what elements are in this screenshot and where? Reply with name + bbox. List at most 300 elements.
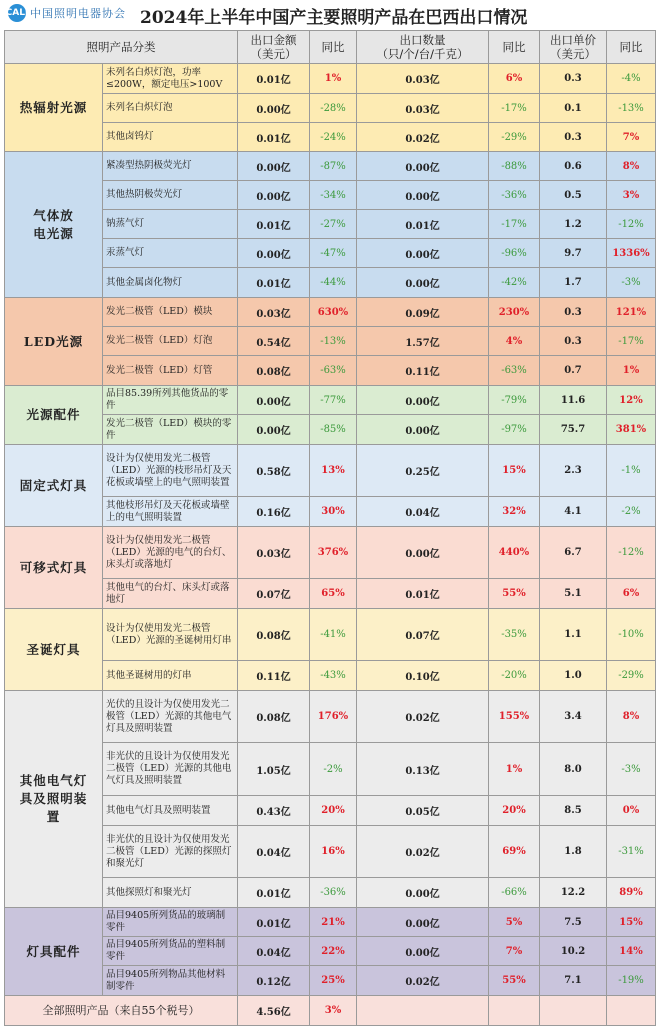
qty-yoy-text: -97% bbox=[501, 424, 527, 435]
table-row bbox=[5, 94, 656, 123]
qty-yoy bbox=[489, 796, 540, 826]
table-row bbox=[5, 356, 656, 386]
table-row bbox=[5, 661, 656, 691]
qty-yoy-text: -35% bbox=[501, 629, 527, 640]
unit-price: 1.2 bbox=[540, 210, 607, 239]
table-row bbox=[5, 64, 656, 94]
qty-yoy-text: 155% bbox=[498, 711, 530, 722]
price-yoy bbox=[607, 796, 656, 826]
price-yoy bbox=[607, 298, 656, 327]
price-yoy bbox=[607, 691, 656, 743]
export-qty: 0.25亿 bbox=[357, 445, 489, 497]
header-unit-price bbox=[540, 31, 607, 64]
export-qty: 0.00亿 bbox=[357, 415, 489, 445]
category-cell bbox=[5, 445, 103, 527]
export-value: 1.05亿 bbox=[238, 743, 310, 796]
export-value: 0.00亿 bbox=[238, 386, 310, 415]
table-row bbox=[5, 743, 656, 796]
qty-yoy-text: -29% bbox=[501, 131, 527, 143]
category-label: 灯具配件 bbox=[26, 943, 81, 959]
unit-price: 0.3 bbox=[540, 327, 607, 356]
price-yoy bbox=[607, 445, 656, 497]
value-yoy-text: 176% bbox=[317, 711, 349, 722]
value-yoy-text: -63% bbox=[320, 365, 346, 376]
price-yoy-text: 8% bbox=[622, 711, 640, 722]
qty-yoy bbox=[489, 826, 540, 878]
value-yoy bbox=[310, 327, 357, 356]
qty-yoy-text: -96% bbox=[501, 247, 527, 259]
export-value: 0.08亿 bbox=[238, 609, 310, 661]
price-yoy-text: -17% bbox=[618, 335, 644, 347]
price-yoy bbox=[607, 152, 656, 181]
unit-price: 0.5 bbox=[540, 181, 607, 210]
empty-cell bbox=[489, 996, 540, 1026]
product-name: 其他热阴极荧光灯 bbox=[103, 181, 238, 210]
export-qty: 1.57亿 bbox=[357, 327, 489, 356]
header bbox=[0, 0, 660, 28]
qty-yoy bbox=[489, 966, 540, 996]
qty-yoy bbox=[489, 94, 540, 123]
table-row bbox=[5, 239, 656, 268]
value-yoy-text: -36% bbox=[320, 887, 346, 898]
category-cell bbox=[5, 527, 103, 609]
product-name: 发光二极管（LED）模块的零件 bbox=[103, 415, 238, 445]
price-yoy bbox=[607, 609, 656, 661]
product-name: 发光二极管（LED）灯管 bbox=[103, 356, 238, 386]
category-label: 圣诞灯具 bbox=[26, 641, 81, 657]
unit-price: 3.4 bbox=[540, 691, 607, 743]
qty-yoy-text: 4% bbox=[505, 335, 523, 347]
product-name: 其他金属卤化物灯 bbox=[103, 268, 238, 298]
export-value: 0.04亿 bbox=[238, 826, 310, 878]
qty-yoy-text: -66% bbox=[501, 887, 527, 898]
value-yoy-text: 25% bbox=[321, 975, 345, 986]
table-row bbox=[5, 210, 656, 239]
unit-price: 5.1 bbox=[540, 579, 607, 609]
price-yoy-text: 14% bbox=[619, 945, 643, 957]
product-name: 其他电气的台灯、床头灯或落地灯 bbox=[103, 579, 238, 609]
product-name: 品目9405所列货品的塑料制零件 bbox=[103, 937, 238, 966]
export-qty: 0.00亿 bbox=[357, 908, 489, 937]
price-yoy bbox=[607, 94, 656, 123]
export-qty: 0.11亿 bbox=[357, 356, 489, 386]
category-label: 热辐射光源 bbox=[19, 99, 88, 115]
value-yoy-text: -47% bbox=[320, 247, 346, 259]
price-yoy-text: -3% bbox=[621, 277, 641, 288]
value-yoy bbox=[310, 298, 357, 327]
logo-text: 中国照明电器协会 bbox=[30, 7, 126, 20]
value-yoy bbox=[310, 268, 357, 298]
export-value: 0.01亿 bbox=[238, 908, 310, 937]
qty-yoy-text: 1% bbox=[505, 763, 523, 775]
unit-price: 0.3 bbox=[540, 64, 607, 94]
unit-price: 7.1 bbox=[540, 966, 607, 996]
price-yoy bbox=[607, 661, 656, 691]
value-yoy-text: -13% bbox=[320, 335, 346, 347]
unit-price: 7.5 bbox=[540, 908, 607, 937]
export-qty: 0.02亿 bbox=[357, 123, 489, 152]
value-yoy-text: -41% bbox=[320, 629, 346, 640]
price-yoy bbox=[607, 937, 656, 966]
price-yoy-text: -2% bbox=[621, 506, 641, 517]
value-yoy-text: -44% bbox=[320, 277, 346, 288]
export-qty: 0.07亿 bbox=[357, 609, 489, 661]
export-value: 0.43亿 bbox=[238, 796, 310, 826]
product-name: 设计为仅使用发光二极管（LED）光源的电气的台灯、床头灯或落地灯 bbox=[103, 527, 238, 579]
export-qty: 0.01亿 bbox=[357, 210, 489, 239]
value-yoy-text: 65% bbox=[321, 588, 345, 599]
product-name: 品目9405所列货品的玻璃制零件 bbox=[103, 908, 238, 937]
unit-price: 1.0 bbox=[540, 661, 607, 691]
product-name: 非光伏的且设计为仅使用发光二极管（LED）光源的其他电气灯具及照明装置 bbox=[103, 743, 238, 796]
qty-yoy bbox=[489, 609, 540, 661]
product-name: 未列名白炽灯泡，功率≤200W，额定电压>100V bbox=[103, 64, 238, 94]
price-yoy-text: 8% bbox=[622, 160, 640, 172]
qty-yoy bbox=[489, 386, 540, 415]
value-yoy bbox=[310, 966, 357, 996]
unit-price: 8.5 bbox=[540, 796, 607, 826]
value-yoy-text: 13% bbox=[321, 465, 345, 476]
total-yoy bbox=[310, 996, 357, 1026]
price-yoy-text: 381% bbox=[615, 424, 647, 435]
table-row bbox=[5, 878, 656, 908]
table-row bbox=[5, 152, 656, 181]
product-name: 紧凑型热阴极荧光灯 bbox=[103, 152, 238, 181]
price-yoy-text: 3% bbox=[622, 189, 640, 201]
qty-yoy-text: 230% bbox=[498, 306, 530, 318]
table-row bbox=[5, 908, 656, 937]
export-qty: 0.02亿 bbox=[357, 966, 489, 996]
qty-yoy bbox=[489, 878, 540, 908]
table-row bbox=[5, 796, 656, 826]
header-row bbox=[5, 31, 656, 64]
qty-yoy-text: 55% bbox=[502, 588, 526, 599]
qty-yoy-text: 440% bbox=[498, 547, 530, 558]
product-name: 光伏的且设计为仅使用发光二极管（LED）光源的其他电气灯具及照明装置 bbox=[103, 691, 238, 743]
table-row bbox=[5, 415, 656, 445]
qty-yoy bbox=[489, 210, 540, 239]
value-yoy-text: 21% bbox=[321, 916, 345, 928]
export-value: 0.11亿 bbox=[238, 661, 310, 691]
export-value: 0.01亿 bbox=[238, 268, 310, 298]
table-row bbox=[5, 826, 656, 878]
price-yoy-text: -12% bbox=[618, 547, 644, 558]
value-yoy bbox=[310, 356, 357, 386]
value-yoy bbox=[310, 123, 357, 152]
price-yoy-text: -3% bbox=[621, 763, 641, 775]
price-yoy-text: -10% bbox=[618, 629, 644, 640]
qty-yoy-text: -79% bbox=[501, 394, 527, 406]
export-qty: 0.00亿 bbox=[357, 181, 489, 210]
unit-price: 4.1 bbox=[540, 497, 607, 527]
category-cell bbox=[5, 386, 103, 445]
qty-yoy bbox=[489, 181, 540, 210]
value-yoy-text: 20% bbox=[321, 805, 345, 816]
price-yoy bbox=[607, 527, 656, 579]
product-name: 发光二极管（LED）灯泡 bbox=[103, 327, 238, 356]
product-name: 设计为仅使用发光二极管（LED）光源的枝形吊灯及天花板或墙壁上的电气照明装置 bbox=[103, 445, 238, 497]
price-yoy bbox=[607, 386, 656, 415]
value-yoy bbox=[310, 579, 357, 609]
qty-yoy-text: 6% bbox=[505, 73, 523, 84]
product-name: 汞蒸气灯 bbox=[103, 239, 238, 268]
export-qty: 0.00亿 bbox=[357, 268, 489, 298]
export-qty: 0.00亿 bbox=[357, 239, 489, 268]
product-name: 设计为仅使用发光二极管（LED）光源的圣诞树用灯串 bbox=[103, 609, 238, 661]
qty-yoy bbox=[489, 937, 540, 966]
price-yoy-text: 0% bbox=[622, 805, 640, 816]
price-yoy-text: -19% bbox=[618, 975, 644, 986]
price-yoy bbox=[607, 356, 656, 386]
value-yoy bbox=[310, 152, 357, 181]
category-label: 其他电气灯具及照明装置 bbox=[19, 773, 88, 824]
price-yoy-text: -4% bbox=[621, 73, 641, 84]
product-name: 其他枝形吊灯及天花板或墙壁上的电气照明装置 bbox=[103, 497, 238, 527]
price-yoy bbox=[607, 327, 656, 356]
category-cell bbox=[5, 298, 103, 386]
export-qty: 0.03亿 bbox=[357, 64, 489, 94]
value-yoy bbox=[310, 609, 357, 661]
value-yoy bbox=[310, 937, 357, 966]
product-name: 其他卤钨灯 bbox=[103, 123, 238, 152]
logo-mark: CALI bbox=[8, 4, 26, 22]
qty-yoy bbox=[489, 356, 540, 386]
value-yoy-text: 376% bbox=[317, 547, 349, 558]
table-row bbox=[5, 298, 656, 327]
value-yoy-text: -34% bbox=[320, 189, 346, 201]
price-yoy bbox=[607, 415, 656, 445]
value-yoy-text: 22% bbox=[321, 945, 345, 957]
price-yoy-text: 89% bbox=[619, 887, 643, 898]
qty-yoy bbox=[489, 661, 540, 691]
export-value: 0.01亿 bbox=[238, 123, 310, 152]
unit-price: 12.2 bbox=[540, 878, 607, 908]
table-row bbox=[5, 181, 656, 210]
qty-yoy bbox=[489, 908, 540, 937]
table-row bbox=[5, 966, 656, 996]
table-row bbox=[5, 497, 656, 527]
category-label: 气体放电光源 bbox=[33, 207, 74, 241]
table-row bbox=[5, 609, 656, 661]
export-value: 0.03亿 bbox=[238, 527, 310, 579]
price-yoy-text: 1% bbox=[622, 365, 640, 376]
qty-yoy bbox=[489, 445, 540, 497]
qty-yoy-text: 5% bbox=[505, 916, 523, 928]
qty-yoy bbox=[489, 123, 540, 152]
value-yoy bbox=[310, 497, 357, 527]
export-qty: 0.02亿 bbox=[357, 691, 489, 743]
category-label: 可移式灯具 bbox=[19, 559, 88, 575]
total-yoy-text: 3% bbox=[324, 1005, 342, 1016]
value-yoy bbox=[310, 210, 357, 239]
export-value: 0.00亿 bbox=[238, 94, 310, 123]
total-row bbox=[5, 996, 656, 1026]
value-yoy bbox=[310, 878, 357, 908]
export-qty: 0.00亿 bbox=[357, 937, 489, 966]
unit-price: 6.7 bbox=[540, 527, 607, 579]
value-yoy-text: -2% bbox=[323, 763, 343, 775]
unit-price: 2.3 bbox=[540, 445, 607, 497]
export-value: 0.00亿 bbox=[238, 239, 310, 268]
category-cell bbox=[5, 609, 103, 691]
empty-cell bbox=[607, 996, 656, 1026]
value-yoy bbox=[310, 908, 357, 937]
export-qty: 0.10亿 bbox=[357, 661, 489, 691]
qty-yoy-text: -20% bbox=[501, 670, 527, 681]
table-row bbox=[5, 691, 656, 743]
price-yoy bbox=[607, 239, 656, 268]
qty-yoy bbox=[489, 743, 540, 796]
export-qty: 0.09亿 bbox=[357, 298, 489, 327]
value-yoy-text: -27% bbox=[320, 218, 346, 230]
header-category: 照明产品分类 bbox=[5, 31, 238, 64]
page-title: 2024年上半年中国产主要照明产品在巴西出口情况 bbox=[140, 8, 528, 28]
export-qty: 0.04亿 bbox=[357, 497, 489, 527]
export-qty: 0.00亿 bbox=[357, 152, 489, 181]
header-yoy-value: 同比 bbox=[310, 31, 357, 64]
price-yoy-text: -29% bbox=[618, 670, 644, 681]
total-label: 全部照明产品（来自55个税号） bbox=[5, 996, 238, 1026]
export-value: 0.07亿 bbox=[238, 579, 310, 609]
total-value: 4.56亿 bbox=[238, 996, 310, 1026]
export-value: 0.12亿 bbox=[238, 966, 310, 996]
value-yoy bbox=[310, 527, 357, 579]
value-yoy bbox=[310, 826, 357, 878]
price-yoy bbox=[607, 123, 656, 152]
price-yoy bbox=[607, 64, 656, 94]
unit-price: 10.2 bbox=[540, 937, 607, 966]
price-yoy bbox=[607, 268, 656, 298]
qty-yoy-text: 55% bbox=[502, 975, 526, 986]
category-label: LED光源 bbox=[23, 333, 84, 349]
export-value: 0.01亿 bbox=[238, 210, 310, 239]
category-cell bbox=[5, 908, 103, 996]
price-yoy-text: 7% bbox=[622, 131, 640, 143]
value-yoy-text: 30% bbox=[321, 506, 345, 517]
export-value: 0.00亿 bbox=[238, 152, 310, 181]
qty-yoy-text: 15% bbox=[502, 465, 526, 476]
table-row bbox=[5, 445, 656, 497]
qty-yoy bbox=[489, 497, 540, 527]
price-yoy-text: 12% bbox=[619, 394, 643, 406]
qty-yoy bbox=[489, 327, 540, 356]
qty-yoy-text: -42% bbox=[501, 277, 527, 288]
export-value: 0.00亿 bbox=[238, 181, 310, 210]
qty-yoy-text: 32% bbox=[502, 506, 526, 517]
qty-yoy-text: 7% bbox=[505, 945, 523, 957]
qty-yoy bbox=[489, 268, 540, 298]
header-unit-price-text: 出口单价 （美元） bbox=[550, 33, 596, 61]
unit-price: 1.7 bbox=[540, 268, 607, 298]
value-yoy-text: 16% bbox=[321, 846, 345, 857]
unit-price: 1.8 bbox=[540, 826, 607, 878]
product-name: 发光二极管（LED）模块 bbox=[103, 298, 238, 327]
category-label: 光源配件 bbox=[26, 407, 81, 422]
unit-price: 0.7 bbox=[540, 356, 607, 386]
header-export-value-text: 出口金额 （美元） bbox=[250, 33, 297, 61]
export-value: 0.04亿 bbox=[238, 937, 310, 966]
unit-price: 0.3 bbox=[540, 298, 607, 327]
qty-yoy bbox=[489, 298, 540, 327]
value-yoy bbox=[310, 445, 357, 497]
value-yoy bbox=[310, 661, 357, 691]
price-yoy-text: 121% bbox=[615, 306, 647, 318]
header-yoy-price: 同比 bbox=[607, 31, 656, 64]
logo bbox=[5, 4, 126, 22]
unit-price: 0.1 bbox=[540, 94, 607, 123]
category-label: 固定式灯具 bbox=[19, 477, 88, 493]
table-row bbox=[5, 937, 656, 966]
price-yoy bbox=[607, 966, 656, 996]
unit-price: 8.0 bbox=[540, 743, 607, 796]
header-yoy-qty: 同比 bbox=[489, 31, 540, 64]
empty-cell bbox=[540, 996, 607, 1026]
export-value: 0.01亿 bbox=[238, 878, 310, 908]
price-yoy-text: -1% bbox=[621, 465, 641, 476]
value-yoy-text: 630% bbox=[317, 306, 349, 318]
unit-price: 9.7 bbox=[540, 239, 607, 268]
table-row bbox=[5, 386, 656, 415]
export-qty: 0.02亿 bbox=[357, 826, 489, 878]
qty-yoy-text: -17% bbox=[501, 218, 527, 230]
unit-price: 0.6 bbox=[540, 152, 607, 181]
price-yoy-text: -31% bbox=[618, 846, 644, 857]
export-value: 0.08亿 bbox=[238, 356, 310, 386]
export-value: 0.08亿 bbox=[238, 691, 310, 743]
qty-yoy-text: -36% bbox=[501, 189, 527, 201]
header-export-qty bbox=[357, 31, 489, 64]
unit-price: 11.6 bbox=[540, 386, 607, 415]
table-row bbox=[5, 327, 656, 356]
qty-yoy bbox=[489, 527, 540, 579]
export-value: 0.16亿 bbox=[238, 497, 310, 527]
qty-yoy-text: -88% bbox=[501, 160, 527, 172]
product-name: 其他电气灯具及照明装置 bbox=[103, 796, 238, 826]
value-yoy-text: -77% bbox=[320, 394, 346, 406]
value-yoy-text: 1% bbox=[324, 73, 342, 84]
value-yoy bbox=[310, 64, 357, 94]
price-yoy bbox=[607, 908, 656, 937]
qty-yoy bbox=[489, 691, 540, 743]
export-qty: 0.05亿 bbox=[357, 796, 489, 826]
header-export-qty-text: 出口数量 （只/个/台/千克） bbox=[376, 33, 469, 61]
value-yoy bbox=[310, 94, 357, 123]
value-yoy bbox=[310, 796, 357, 826]
qty-yoy-text: -63% bbox=[501, 365, 527, 376]
price-yoy-text: 6% bbox=[622, 588, 640, 599]
price-yoy bbox=[607, 497, 656, 527]
unit-price: 0.3 bbox=[540, 123, 607, 152]
table-row bbox=[5, 527, 656, 579]
price-yoy-text: -12% bbox=[618, 218, 644, 230]
price-yoy bbox=[607, 181, 656, 210]
value-yoy bbox=[310, 415, 357, 445]
table-row bbox=[5, 579, 656, 609]
category-cell bbox=[5, 691, 103, 908]
value-yoy bbox=[310, 181, 357, 210]
value-yoy-text: -28% bbox=[320, 102, 346, 114]
value-yoy bbox=[310, 386, 357, 415]
value-yoy-text: -85% bbox=[320, 424, 346, 435]
price-yoy bbox=[607, 579, 656, 609]
qty-yoy bbox=[489, 239, 540, 268]
table-row bbox=[5, 123, 656, 152]
export-qty: 0.00亿 bbox=[357, 527, 489, 579]
export-value: 0.03亿 bbox=[238, 298, 310, 327]
product-name: 品目85.39所列其他货品的零件 bbox=[103, 386, 238, 415]
header-export-value bbox=[238, 31, 310, 64]
qty-yoy bbox=[489, 415, 540, 445]
